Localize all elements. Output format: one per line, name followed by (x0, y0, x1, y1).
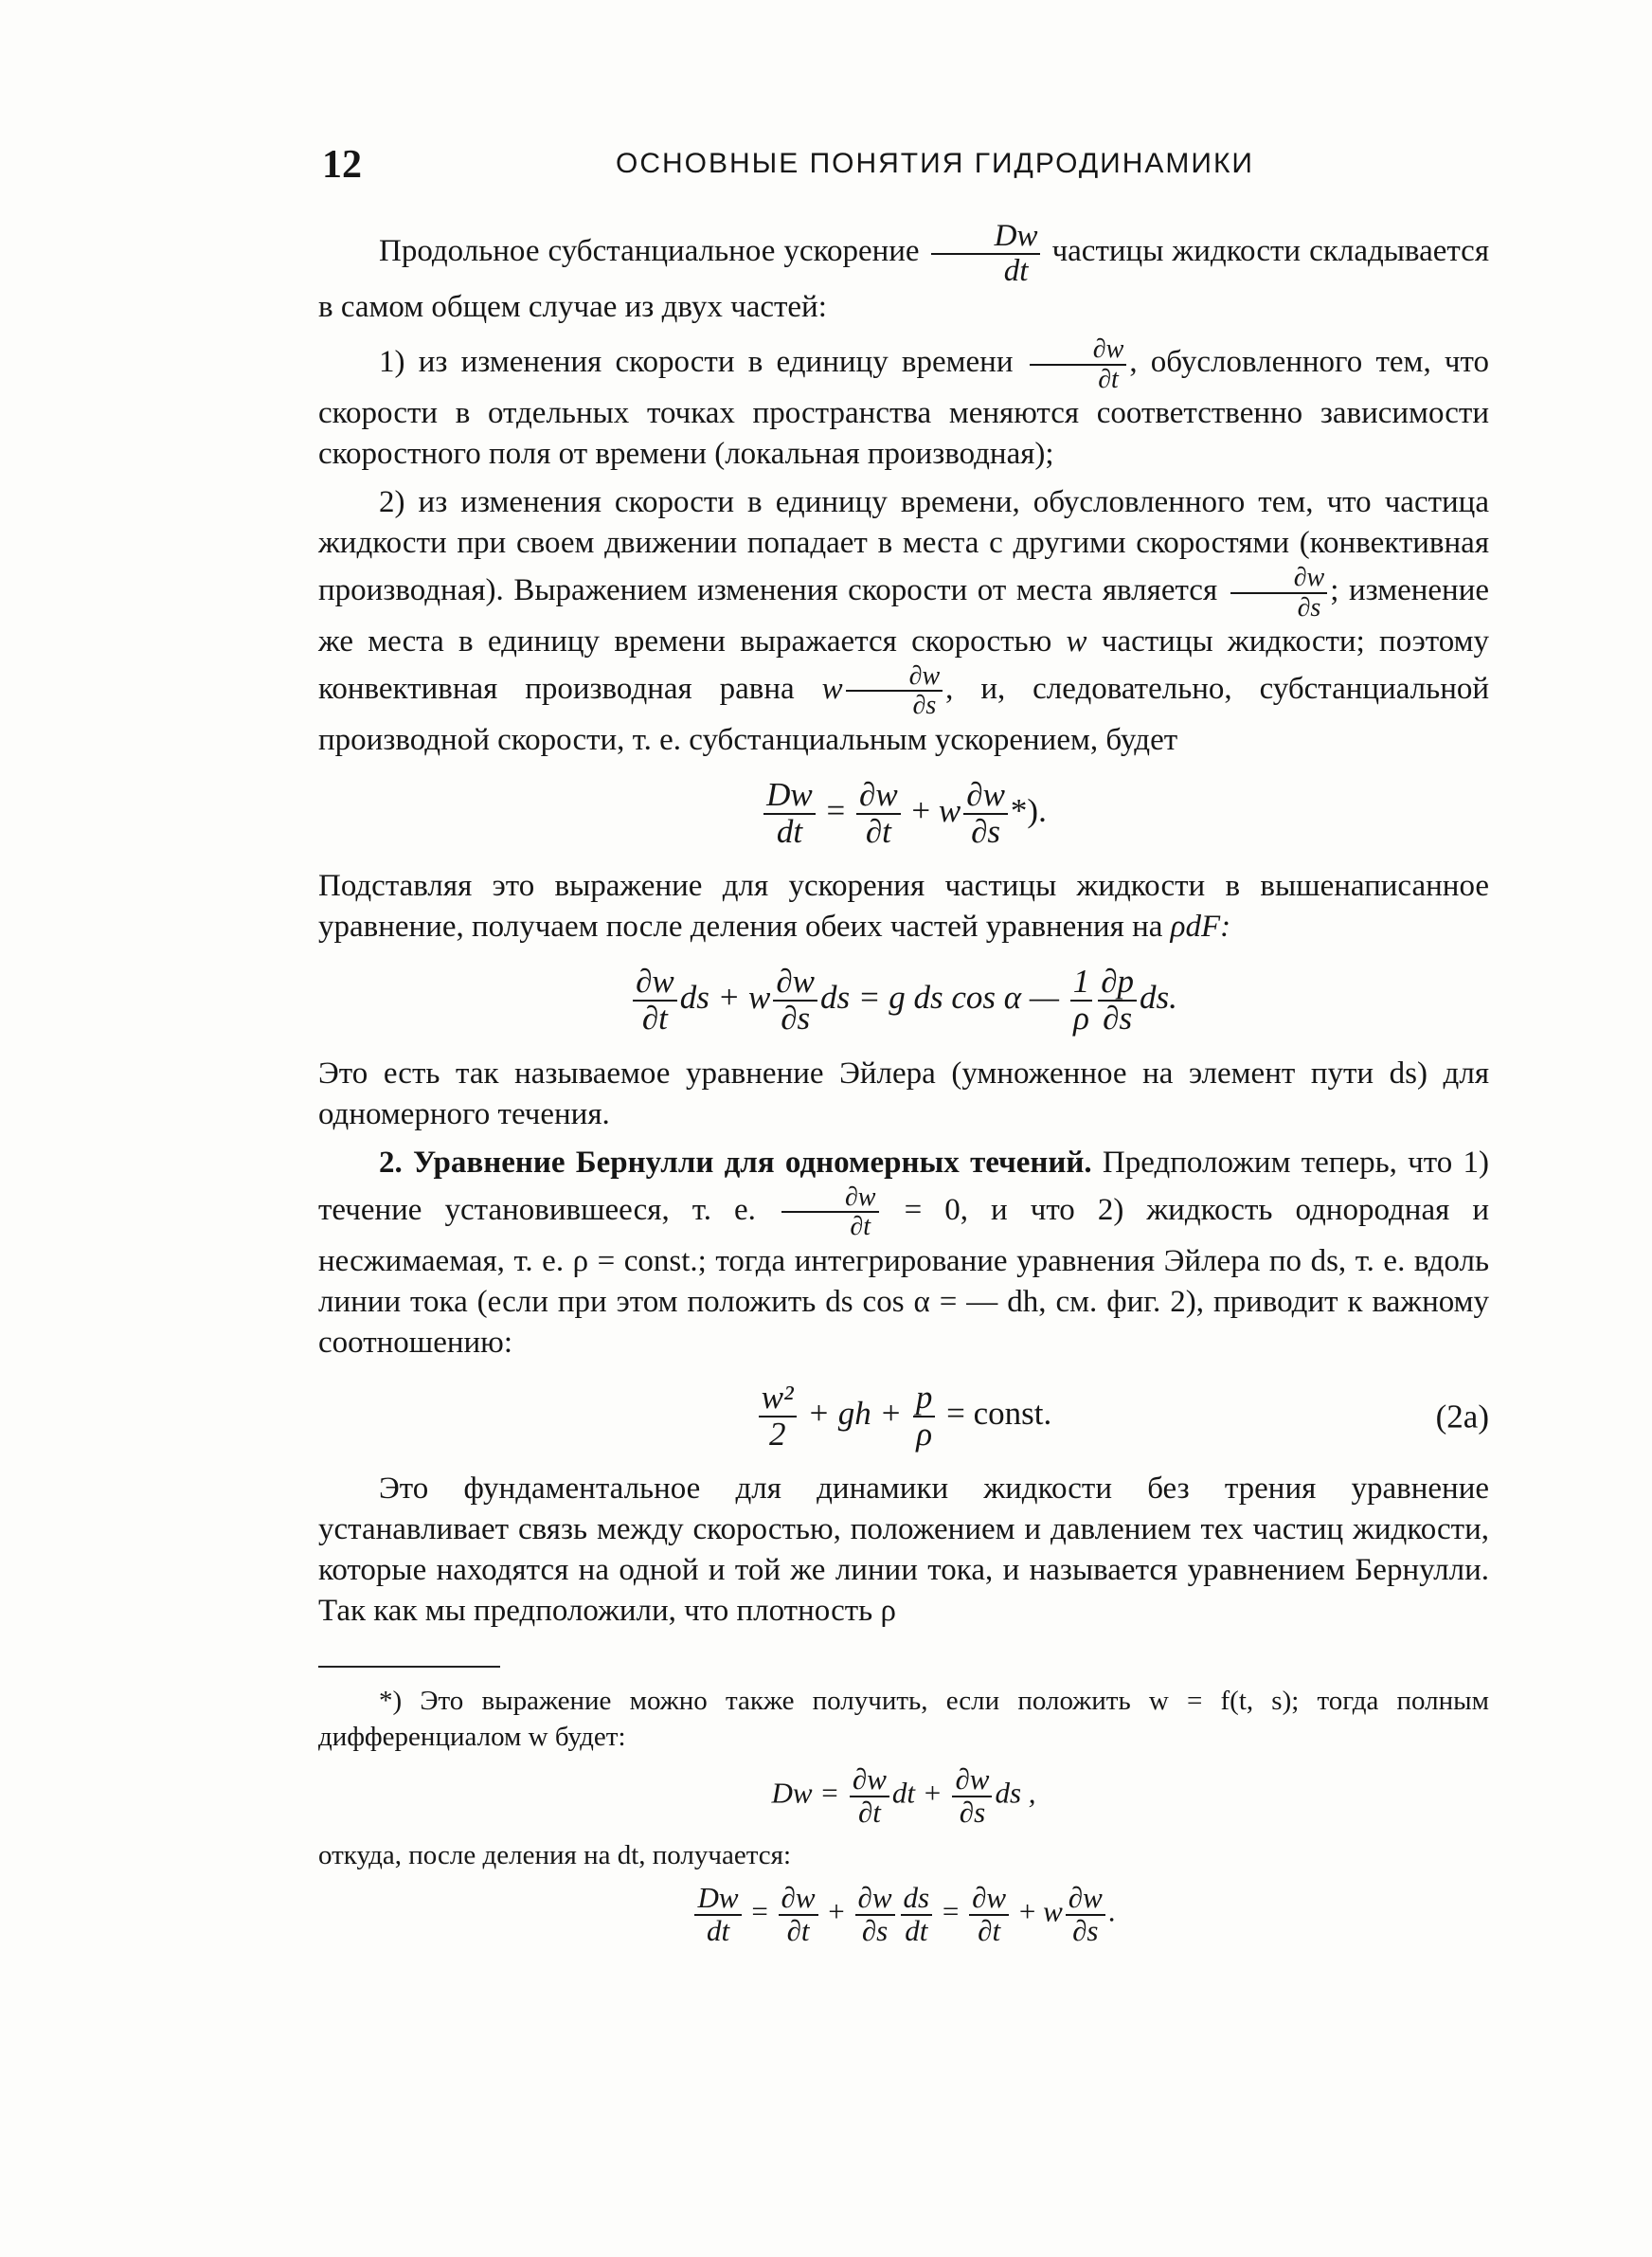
item-2: 2) из изменения скорости в единицу времени, обусловленного тем, что частица жидкости при своем движении попадает в места с другими скоростями (конвективная производная). Выражением изменения скорости от места является $\frac{\partial w}{\partial s}$ ; изменение же места в единицу времени выражается скоростью w частицы жидкости; поэтому конвективная производная равна w $\frac{\partial w}{\partial s}$ , и, следовательно, субстанциальной производной скорости, т. е. субстанциальным ускорением, будет (318, 485, 1490, 757)
footnote-equation-total-differential: Dw = $\frac{\partial w}{\partial t}$ dt + $\frac{\partial w}{\partial s}$ ds , (771, 1762, 1036, 1829)
footnote (318, 1683, 1489, 1946)
footnote-equation-result: $\frac{Dw}{dt}$ = $\frac{\partial w}{\partial t}$ + $\frac{\partial w}{\partial s}$ $\frac{ds}{dt}$ = $\frac{\partial w}{\partial t}$ + w $\frac{\partial w}{\partial s}$ . (318, 1883, 1489, 1946)
section-heading: 2. Уравнение Бернулли для одномерных течений. (379, 1145, 1092, 1180)
paragraph-1: Продольное субстанциальное ускорение $\frac{Dw}{dt}$ частицы жидкости складывается в самом общем случае из двух частей: (318, 219, 1490, 325)
equation-substantial-derivative: $\frac{Dw}{dt}$ = $\frac{\partial w}{\partial t}$ + w $\frac{\partial w}{\partial s}$ *). (318, 778, 1489, 850)
fraction-dw-dt: $\frac{\partial w}{\partial t}$ (1030, 335, 1127, 393)
paragraph-2: Подставляя это выражение для ускорения частицы жидкости в вышенаписанное уравнение, получаем после деления обеих частей уравнения на ρdF: (318, 869, 1489, 945)
fraction-dw-ds: $\frac{\partial w}{\partial s}$ (846, 662, 943, 720)
footnote-rule (318, 1666, 500, 1668)
page-header (322, 142, 1487, 190)
equation-bernoulli: $\frac{\text{w²}}{2}$ + gh + $\frac{p}{\rho}$ = const. (2a) (318, 1381, 1489, 1453)
equation-euler: $\frac{\partial w}{\partial t}$ ds + w $\frac{\partial w}{\partial s}$ ds = g ds cos α — $\frac{1}{\rho}$ $\frac{\partial p}{\partial s}$ ds. (318, 965, 1489, 1037)
fraction-Dw-dt: $\frac{Dw}{dt}$ (931, 220, 1041, 287)
page-number: 12 (322, 143, 362, 187)
footnote-text-1: *) Это выражение можно также получить, если положить w = f(t, s); тогда полным дифференциалом w будет: (318, 1686, 1489, 1753)
section-2-paragraph: 2. Уравнение Бернулли для одномерных течений. Предположим теперь, что 1) течение установившееся, т. е. $\frac{\partial w}{\partial t}$ = 0, и что 2) жидкость однородная и несжимаемая, т. е. ρ = const.; тогда интегрирование уравнения Эйлера по ds, т. е. вдоль линии тока (если при этом положить ds cos α = — dh, см. фиг. 2), приводит к важному соотношению: (318, 1145, 1489, 1360)
paragraph-3: Это есть так называемое уравнение Эйлера (умноженное на элемент пути ds) для одномерного течения. (318, 1056, 1489, 1131)
equation-number: (2a) (1435, 1398, 1489, 1435)
main-text (318, 220, 1489, 1956)
paragraph-4: Это фундаментальное для динамики жидкости без трения уравнение устанавливает связь между скоростью, положением и давлением тех частиц жидкости, которые находятся на одной и той же линии тока, и называется уравнением Бернулли. Так как мы предположили, что плотность ρ (318, 1472, 1489, 1629)
footnote-text-2: откуда, после деления на dt, получается: (318, 1840, 792, 1871)
running-head: ОСНОВНЫЕ ПОНЯТИЯ ГИДРОДИНАМИКИ (616, 148, 1254, 179)
fraction-dw-ds: $\frac{\partial w}{\partial s}$ (1230, 564, 1328, 622)
item-1: 1) из изменения скорости в единицу времени $\frac{\partial w}{\partial t}$ , обусловленного тем, что скорости в отдельных точках пространства меняются соответственно зависимости скоростного поля от времени (локальная производная); (318, 334, 1490, 472)
